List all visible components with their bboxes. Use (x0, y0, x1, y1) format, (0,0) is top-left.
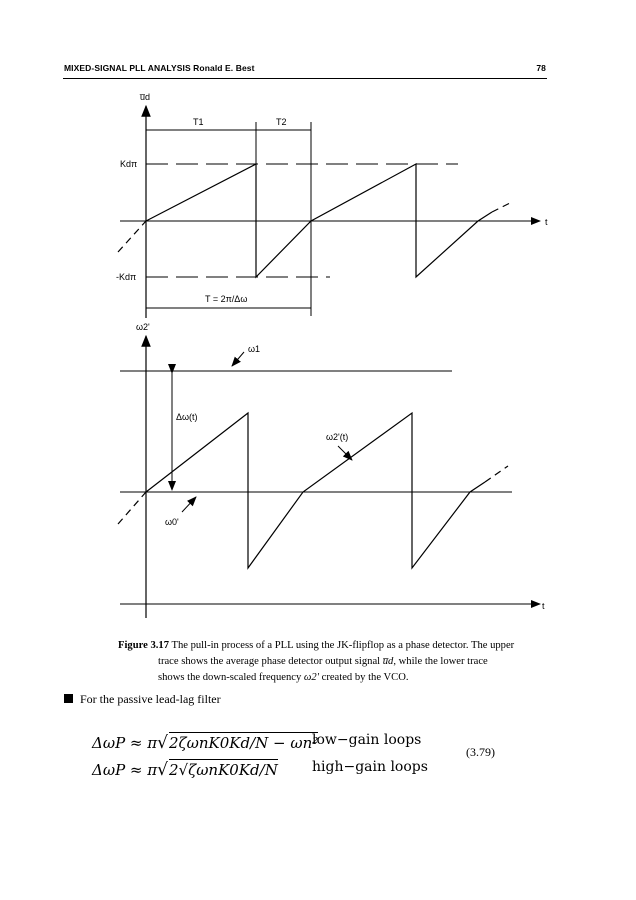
equation-2 (92, 759, 278, 780)
equation-number: (3.79) (466, 745, 495, 759)
omega0-pointer (182, 497, 196, 512)
lower-sawtooth-trace (146, 413, 485, 568)
kd-pi-label: Kdπ (120, 159, 138, 169)
sqrt-icon: √ (157, 760, 168, 780)
period-label: T = 2π/Δω (205, 294, 248, 304)
caption-line-2b: , while the lower trace (393, 656, 488, 667)
page-number: 78 (536, 63, 546, 73)
t2-label: T2 (276, 117, 287, 127)
upper-trace-dashed-end (492, 202, 512, 212)
sqrt-icon: √ (157, 733, 168, 753)
caption-ud-symbol: u̅d (382, 656, 394, 667)
delta-omega-label: Δω(t) (176, 412, 198, 422)
lower-y-label: ω2' (136, 322, 150, 332)
upper-trace-dashed-start (118, 221, 146, 252)
upper-t-label: t (545, 217, 548, 227)
caption-omega2-symbol: ω2' (303, 672, 319, 683)
caption-line-1: The pull-in process of a PLL using the JK-flipflop as a phase detector. The upper (169, 640, 515, 651)
equation-2-radicand: 2√ζωnK0Kd/N (168, 761, 278, 779)
omega2-t-pointer (338, 446, 352, 460)
t1-label: T1 (193, 117, 204, 127)
neg-kd-pi-label: -Kdπ (116, 272, 137, 282)
bullet-text: For the passive lead-lag filter (80, 692, 221, 706)
bullet-item (64, 692, 221, 707)
equation-1-condition: low−gain loops (312, 732, 422, 748)
lower-t-label: t (542, 601, 545, 611)
omega1-label: ω1 (248, 344, 261, 354)
running-title: MIXED-SIGNAL PLL ANALYSIS Ronald E. Best (64, 63, 255, 73)
figure-caption (118, 638, 550, 686)
equation-2-condition: high−gain loops (312, 759, 428, 775)
caption-line-3b: created by the VCO. (318, 672, 409, 683)
bullet-square-icon (64, 694, 73, 703)
omega0-label: ω0' (165, 517, 179, 527)
lower-trace-diagram (118, 322, 545, 618)
caption-label: Figure 3.17 (118, 640, 170, 651)
upper-y-label: u̅d (140, 92, 151, 102)
caption-line-2a: trace shows the average phase detector output signal (158, 656, 383, 667)
equation-1-radicand: 2ζωnK0Kd/N − ωn² (168, 734, 319, 752)
lower-trace-dashed-end (485, 466, 508, 482)
omega1-pointer (232, 352, 244, 366)
upper-trace-diagram (116, 92, 548, 318)
equation-1 (92, 732, 318, 753)
omega2-t-label: ω2'(t) (326, 432, 349, 442)
equation-2-lhs: ΔωP ≈ π (92, 761, 158, 779)
equation-1-lhs: ΔωP ≈ π (92, 734, 158, 752)
lower-trace-dashed-start (118, 492, 146, 524)
caption-line-3a: shows the down-scaled frequency (158, 672, 304, 683)
